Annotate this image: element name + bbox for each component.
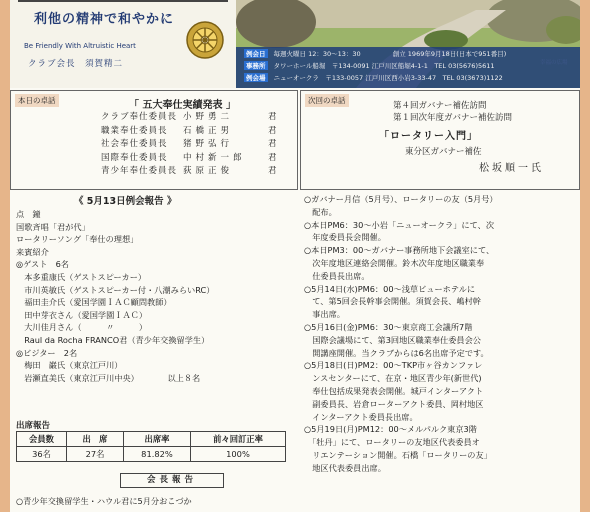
announcement-item	[304, 219, 578, 245]
attendance-cell: 36名	[17, 447, 67, 462]
report-line: 福田圭介氏（愛国学園ＩＡＣ顧問教師）	[16, 297, 172, 308]
roster-suffix: 君	[268, 112, 278, 122]
announcement-line: 開講座開催。当クラブからは6名出席予定です。	[304, 347, 489, 358]
report-line: ロータリーソング「奉仕の理想」	[16, 234, 139, 245]
report-line: 本多重康氏（ゲストスピーカー）	[16, 271, 147, 282]
attendance-header-cell: 出席率	[124, 432, 191, 447]
report-line: 梅田 巌氏（東京江戸川）	[16, 360, 123, 371]
announcement-line: 副委員長、岩倉ローターアクト委員、岡村地区	[304, 398, 484, 409]
roster-row	[101, 165, 278, 179]
meeting-info	[236, 47, 580, 88]
next-talk-tag: 次回の卓話	[305, 94, 349, 107]
today-talk-tag: 本日の卓話	[15, 94, 59, 107]
roster-name: 荻原正俊	[183, 166, 234, 177]
report-line: 来賓紹介	[16, 246, 49, 257]
attendance-cell: 81.82%	[124, 447, 191, 462]
next-talk-section	[300, 90, 580, 190]
report-line: 岩瀬直美氏（東京江戸川中央） 以上８名	[16, 372, 201, 383]
speaker-name: 松坂順一	[479, 163, 531, 174]
header-left	[10, 0, 236, 88]
club-motto-english: Be Friendly With Altruistic Heart	[24, 42, 136, 50]
announcement-line: 奉仕包括成果発表会開催。城戸インターアクト	[304, 385, 484, 396]
next-speaker-name	[479, 159, 544, 174]
report-line: 市川英敏氏（ゲストスピーカー付・八潮みらいRC）	[16, 284, 215, 295]
next-talk-line2: 第１回次年度ガバナー補佐訪問	[393, 113, 513, 123]
announcement-line: ○5月18日(日)PM2：00～TKP市ヶ谷カンファレ	[304, 360, 483, 371]
announcement-item	[304, 193, 578, 219]
roster-row	[101, 111, 278, 125]
roster-row	[101, 125, 278, 139]
president-report-label: 会長報告	[120, 473, 224, 488]
report-line: 国歌斉唱「君が代」	[16, 221, 90, 232]
meeting-day-text: 毎週火曜日 12：30～13：30	[273, 50, 361, 58]
roster-list	[101, 111, 278, 179]
roster-name: 中村新一郎	[183, 152, 246, 163]
founded-text: 創立 1969年9月18日(日本で951番目)	[392, 50, 507, 58]
announcement-line: 事出席。	[304, 309, 345, 320]
attendance-header-cell: 出 席	[67, 432, 124, 447]
office-row	[244, 61, 495, 70]
club-motto: 利他の精神で和やかに	[34, 12, 175, 27]
report-title: 《 5月13日例会報告 》	[74, 196, 177, 207]
venue-tag: 例会場	[246, 74, 266, 82]
roster-suffix: 君	[268, 125, 278, 136]
attendance-data-row	[17, 447, 286, 462]
roster-role: クラブ奉仕委員長	[101, 112, 178, 122]
announcement-item	[304, 423, 578, 474]
attendance-cell: 100%	[191, 447, 286, 462]
venue-text: ニューオークラ 〒133-0057 江戸川区西小岩3-33-47 TEL 03(3673)1122	[273, 74, 503, 82]
office-text: タワーホール船堀 〒134-0091 江戸川区船堀4-1-1 TEL 03(5676)5611	[273, 62, 495, 70]
attendance-header-cell: 会員数	[17, 432, 67, 447]
roster-suffix: 君	[268, 166, 278, 177]
speaker-suffix: 氏	[531, 163, 544, 174]
announcement-line: ○5月16日(金)PM6：30～東京商工会議所7階	[304, 321, 473, 332]
announcement-line: ンスセンターにて、在京・地区青少年(新世代)	[304, 373, 482, 384]
meeting-day-tag: 例会日	[246, 50, 266, 58]
report-lines	[16, 208, 298, 384]
meeting-day-row	[244, 49, 506, 58]
announcement-line: ○本日PM3：00～ガバナー事務所地下会議室にて、	[304, 245, 495, 256]
announcement-item	[304, 359, 578, 423]
newsletter-sheet	[10, 0, 580, 512]
attendance-table	[16, 431, 286, 462]
announcement-line: ○5月19日(月)PM12：00～メルパルク東京3階	[304, 424, 477, 435]
roster-suffix: 君	[268, 152, 278, 163]
announcement-line: ○5月14日(水)PM6：00～浅草ビューホテルに	[304, 283, 476, 294]
report-line: 点 鐘	[16, 209, 41, 219]
announcement-line: ○ガバナー月信（5月号）、ロータリーの友（5月号）	[304, 194, 498, 204]
roster-name: 石橋正男	[183, 125, 234, 136]
next-talk-line1: 第４回ガバナー補佐訪問	[393, 101, 487, 111]
roster-name: 小野勇二	[183, 112, 234, 122]
header-photo	[236, 0, 580, 88]
president-report-line: ○青少年交換留学生・ハウル君に5月分おこづか	[16, 496, 192, 506]
announcement-line: て、第5回会長幹事会開催。須賀会長、嶋村幹	[304, 296, 481, 307]
right-border	[580, 0, 590, 512]
announcement-line: 配布。	[304, 206, 337, 217]
today-talk-section	[10, 90, 298, 190]
roster-suffix: 君	[268, 139, 278, 150]
attendance-header-row	[17, 432, 286, 447]
announcement-line: 次年度地区連絡会開催。鈴木次年度地区職業奉	[304, 257, 485, 268]
report-line: ◎ビジター 2名	[16, 347, 78, 358]
announcement-item	[304, 283, 578, 321]
today-talk-title: 「 五大奉仕実績発表 」	[129, 100, 236, 111]
announcement-line: 年度委員長会開催。	[304, 232, 386, 243]
announcement-item	[304, 321, 578, 359]
attendance-cell: 27名	[67, 447, 124, 462]
announcement-line: 仕委員長出席。	[304, 270, 370, 281]
roster-row	[101, 138, 278, 152]
header	[10, 0, 580, 88]
roster-role: 職業奉仕委員長	[101, 125, 168, 136]
report-line: ◎ゲスト 6名	[16, 259, 69, 270]
office-tag: 事務所	[246, 62, 266, 70]
venue-row	[244, 73, 503, 82]
announcement-line: 地区代表委員出席。	[304, 462, 386, 473]
top-rule	[18, 0, 228, 2]
next-speaker-affiliation: 東分区ガバナー補佐	[405, 147, 482, 157]
attendance-header-cell: 前々回訂正率	[191, 432, 286, 447]
left-border	[0, 0, 10, 512]
announcement-line: ○本日PM6：30～小岩「ニューオークラ」にて、次	[304, 219, 495, 230]
club-president: クラブ会長 須賀精二	[28, 59, 124, 69]
attendance-title: 出席報告	[16, 421, 51, 431]
roster-role: 青少年奉仕委員長	[101, 166, 178, 177]
roster-name: 猪野弘行	[183, 139, 234, 150]
announcement-line: 国際会議場にて、第3回地区職業奉仕委員会公	[304, 334, 481, 345]
announcement-item	[304, 244, 578, 282]
next-talk-title: 「ロータリー入門」	[379, 131, 478, 142]
announcements	[304, 193, 578, 475]
roster-role: 国際奉仕委員長	[101, 152, 168, 163]
report-line: Raul da Rocha FRANCO君（青少年交換留学生）	[16, 334, 210, 345]
roster-role: 社会奉仕委員長	[101, 139, 168, 150]
report-line: 大川佳月さん（ 〃 ）	[16, 322, 148, 333]
rotary-wheel-icon	[185, 20, 225, 60]
announcement-line: 「牡丹」にて、ロータリーの友地区代表委員オ	[304, 437, 480, 448]
announcement-line: リエンテーション開催。石橋「ロータリーの友」	[304, 449, 492, 460]
report-line: 田中芽衣さん（愛国学園ＩＡＣ）	[16, 309, 148, 320]
roster-row	[101, 152, 278, 166]
announcement-line: インターアクト委員長出席。	[304, 411, 418, 422]
